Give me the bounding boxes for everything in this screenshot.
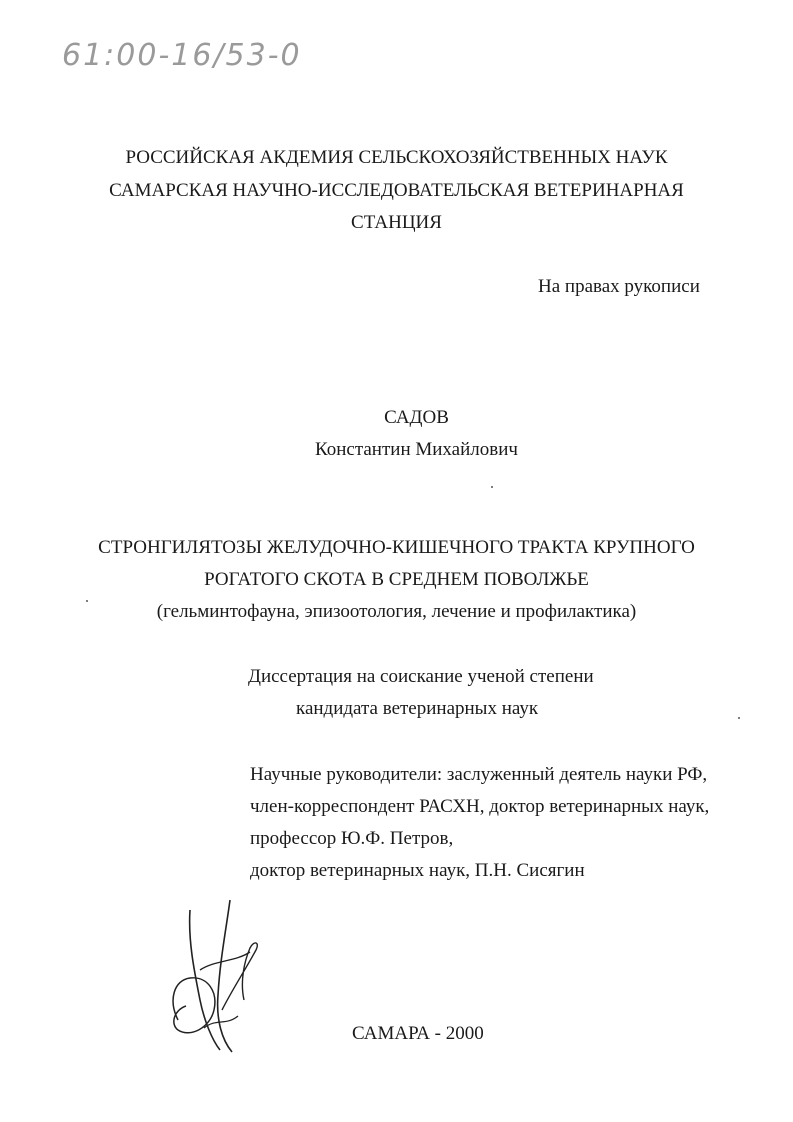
supervisors-line-1: Научные руководители: заслуженный деятель науки РФ, [250,764,708,785]
title-line-1: СТРОНГИЛЯТОЗЫ ЖЕЛУДОЧНО-КИШЕЧНОГО ТРАКТА КРУПНОГО [98,537,695,558]
scan-speck [738,717,740,719]
rights-notice: На правах рукописи [538,276,700,297]
supervisors-line-2: член-корреспондент РАСХН, доктор ветеринарных наук, [250,796,710,817]
header-line-2: САМАРСКАЯ НАУЧНО-ИССЛЕДОВАТЕЛЬСКАЯ ВЕТЕРИНАРНАЯ [109,180,684,201]
place-and-year: САМАРА - 2000 [352,1023,484,1044]
scan-speck [491,486,493,488]
title-line-2: РОГАТОГО СКОТА В СРЕДНЕМ ПОВОЛЖЬЕ [204,569,589,590]
author-given-names: Константин Михайлович [315,439,518,460]
degree-line-1: Диссертация на соискание ученой степени [248,666,594,687]
handwritten-signature [160,900,270,1060]
author-surname: САДОВ [384,407,449,428]
header-line-1: РОССИЙСКАЯ АКДЕМИЯ СЕЛЬСКОХОЗЯЙСТВЕННЫХ НАУК [125,147,668,168]
title-subtitle: (гельминтофауна, эпизоотология, лечение и профилактика) [156,601,637,622]
scan-speck [86,600,88,602]
supervisors-line-3: профессор Ю.Ф. Петров, [250,828,454,849]
degree-line-2: кандидата ветеринарных наук [296,698,539,719]
supervisors-line-4: доктор ветеринарных наук, П.Н. Сисягин [250,860,585,881]
header-line-3: СТАНЦИЯ [351,212,442,233]
archive-stamp: 61:00-16/53-0 [62,38,302,73]
